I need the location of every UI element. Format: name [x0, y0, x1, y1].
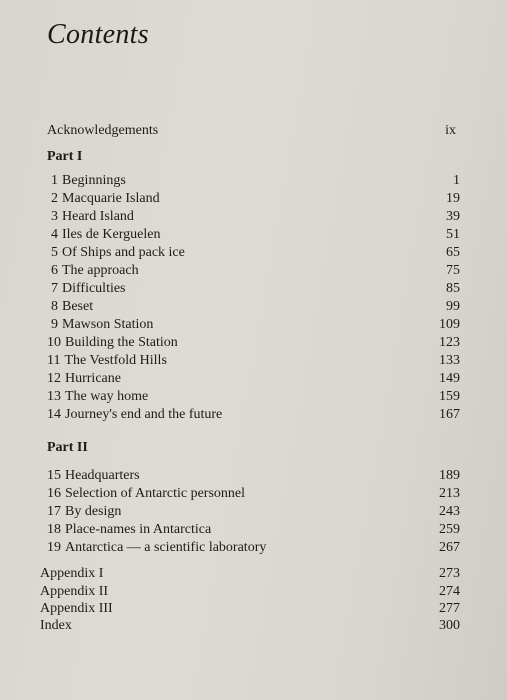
chapter-number: 9	[51, 317, 58, 332]
toc-entry-appendix	[40, 600, 460, 618]
entry-page: 300	[439, 618, 460, 633]
chapter-title: Beset	[62, 299, 94, 314]
chapter-number: 14	[47, 407, 61, 422]
chapter-title: Building the Station	[65, 335, 178, 350]
entry-page: 259	[439, 522, 460, 537]
toc-entry	[40, 316, 460, 334]
entry-page: 75	[446, 263, 460, 278]
chapter-title: Difficulties	[62, 281, 126, 296]
toc-entry-index	[40, 617, 460, 635]
chapter-number: 16	[47, 486, 61, 501]
chapter-number: 6	[51, 263, 58, 278]
entry-page: 51	[446, 227, 460, 242]
entry-page: 213	[439, 486, 460, 501]
chapter-number: 13	[47, 389, 61, 404]
chapter-number: 4	[51, 227, 58, 242]
entry-page: 109	[439, 317, 460, 332]
toc-entry	[40, 539, 460, 557]
toc-entry	[40, 521, 460, 539]
chapter-title: Hurricane	[65, 371, 121, 386]
toc-entry	[40, 244, 460, 262]
chapter-title: Headquarters	[65, 468, 140, 483]
toc-entry-appendix	[40, 565, 460, 583]
entry-page: 274	[439, 584, 460, 599]
chapter-title: Of Ships and pack ice	[62, 245, 185, 260]
chapter-title: Mawson Station	[62, 317, 154, 332]
entry-page: 159	[439, 389, 460, 404]
entry-page: 189	[439, 468, 460, 483]
entry-page: 19	[446, 191, 460, 206]
chapter-title: Antarctica — a scientific laboratory	[65, 540, 267, 555]
entry-page: 85	[446, 281, 460, 296]
chapter-number: 12	[47, 371, 61, 386]
entry-page: 133	[439, 353, 460, 368]
chapter-number: 1	[51, 173, 58, 188]
entry-title: Appendix III	[40, 601, 113, 616]
chapter-title: By design	[65, 504, 122, 519]
chapter-number: 5	[51, 245, 58, 260]
chapter-title: Iles de Kerguelen	[62, 227, 161, 242]
entry-page: 167	[439, 407, 460, 422]
toc-entry	[40, 406, 460, 424]
toc-entry	[40, 226, 460, 244]
chapter-number: 8	[51, 299, 58, 314]
chapter-number: 17	[47, 504, 61, 519]
entry-page: 123	[439, 335, 460, 350]
toc-entry-acknowledgements	[40, 122, 460, 140]
toc-entry	[40, 388, 460, 406]
toc-entry	[40, 208, 460, 226]
toc-entry	[40, 190, 460, 208]
chapter-number: 19	[47, 540, 61, 555]
page-title: Contents	[47, 19, 149, 50]
entry-title: Acknowledgements	[47, 123, 159, 138]
chapter-number: 7	[51, 281, 58, 296]
toc-entry	[40, 370, 460, 388]
toc-entry	[40, 298, 460, 316]
toc-entry	[40, 280, 460, 298]
entry-page: ix	[445, 123, 456, 138]
chapter-number: 2	[51, 191, 58, 206]
chapter-title: The approach	[62, 263, 139, 278]
entry-title: Appendix I	[40, 566, 104, 581]
entry-page: 99	[446, 299, 460, 314]
chapter-number: 10	[47, 335, 61, 350]
entry-title: Appendix II	[40, 584, 109, 599]
toc-entry	[40, 485, 460, 503]
chapter-title: The way home	[65, 389, 149, 404]
toc-entry	[40, 334, 460, 352]
toc-entry	[40, 503, 460, 521]
entry-page: 65	[446, 245, 460, 260]
chapter-title: Macquarie Island	[62, 191, 160, 206]
entry-page: 277	[439, 601, 460, 616]
chapter-number: 11	[47, 353, 61, 368]
toc-entry-appendix	[40, 583, 460, 601]
entry-page: 1	[453, 173, 460, 188]
chapter-title: Heard Island	[62, 209, 134, 224]
toc-entry	[40, 467, 460, 485]
chapter-number: 3	[51, 209, 58, 224]
entry-page: 243	[439, 504, 460, 519]
chapter-title: Selection of Antarctic personnel	[65, 486, 245, 501]
chapter-title: The Vestfold Hills	[64, 353, 167, 368]
chapter-title: Beginnings	[62, 173, 126, 188]
part-heading: Part I	[47, 149, 83, 164]
entry-page: 273	[439, 566, 460, 581]
chapter-title: Journey's end and the future	[65, 407, 223, 422]
chapter-title: Place-names in Antarctica	[65, 522, 212, 537]
chapter-number: 15	[47, 468, 61, 483]
part-heading: Part II	[47, 440, 88, 455]
chapter-number: 18	[47, 522, 61, 537]
toc-entry	[40, 172, 460, 190]
entry-title: Index	[40, 618, 72, 633]
toc-entry	[40, 262, 460, 280]
entry-page: 267	[439, 540, 460, 555]
entry-page: 39	[446, 209, 460, 224]
entry-page: 149	[439, 371, 460, 386]
toc-entry	[40, 352, 460, 370]
